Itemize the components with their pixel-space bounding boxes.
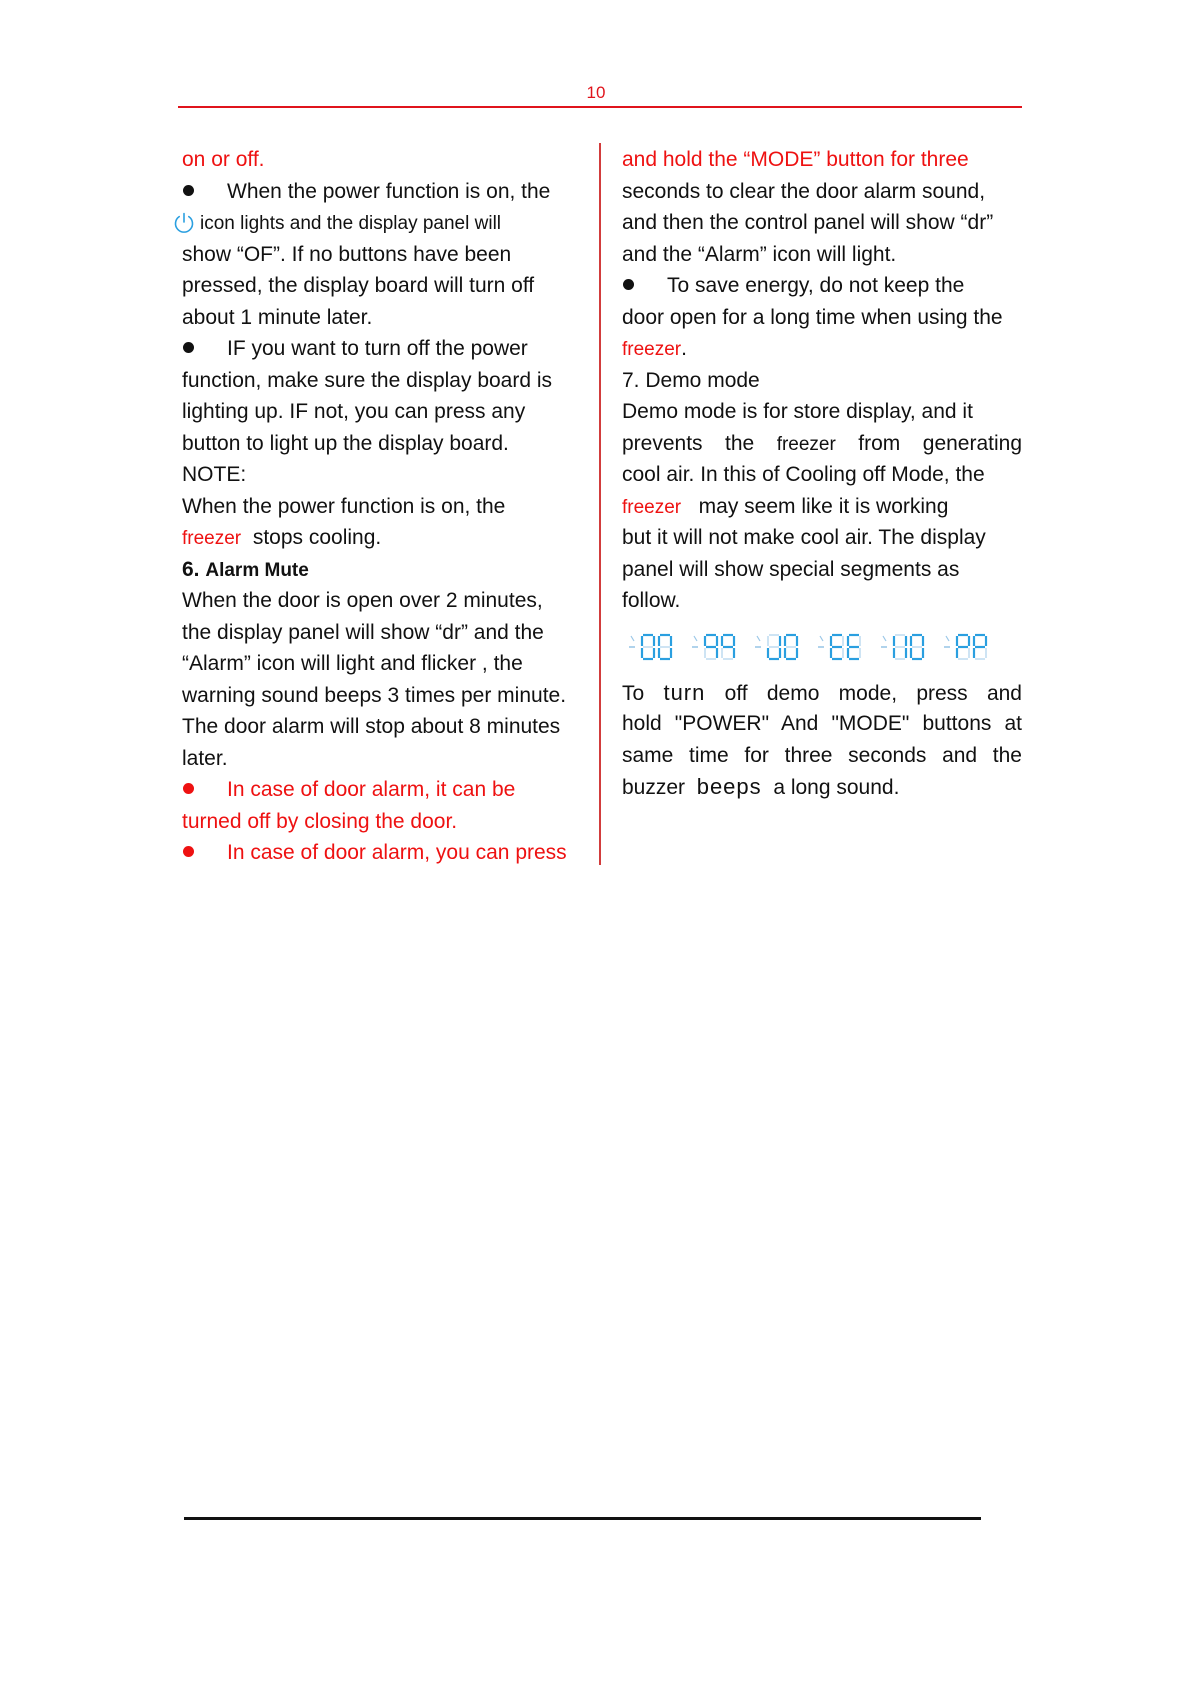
footer-rule	[184, 1517, 981, 1520]
text-line: cool air. In this of Cooling off Mode, the	[622, 463, 985, 486]
freezer-term: freezer	[182, 528, 242, 549]
heading-number: 6.	[182, 557, 200, 581]
bullet-icon	[183, 342, 194, 353]
text-span: off	[724, 681, 748, 705]
bullet-icon	[623, 279, 634, 290]
text-span: demo	[766, 681, 820, 705]
text-line: button to light up the display board.	[182, 431, 509, 455]
heading-title: Alarm Mute	[205, 559, 309, 581]
text-span: stops cooling.	[252, 526, 382, 549]
text-line: show “OF”. If no buttons have been	[182, 242, 512, 266]
bullet-icon	[183, 783, 194, 794]
text-line: function, make sure the display board is	[182, 368, 553, 392]
text-span: mode,	[838, 681, 898, 705]
bullet-line	[182, 176, 592, 208]
text-span: a long sound.	[773, 776, 900, 799]
text-line: When the power function is on, the	[182, 494, 506, 518]
text-line: door open for a long time when using the	[622, 305, 1003, 329]
text-span: the	[725, 431, 755, 455]
text-span: To	[622, 681, 645, 705]
text-line	[622, 677, 1022, 709]
text-line: When the door is open over 2 minutes,	[182, 589, 543, 612]
freezer-term: freezer	[622, 339, 682, 360]
text-line: the display panel will show “dr” and the	[182, 620, 544, 644]
text-line: follow.	[622, 589, 681, 612]
bullet-line	[182, 837, 592, 869]
segment-display-digit-group	[754, 632, 800, 662]
text-line	[622, 428, 1022, 460]
demo-segment-display-icon	[628, 617, 1022, 677]
text-span: beeps	[696, 774, 762, 799]
bullet-icon	[183, 846, 194, 857]
section-heading	[182, 554, 592, 586]
bullet-icon	[183, 185, 194, 196]
text-line: “Alarm” icon will light and flicker , the	[182, 652, 523, 675]
page-number: 10	[586, 83, 606, 102]
text-span: press	[916, 681, 968, 705]
column-divider	[599, 143, 601, 865]
text-span: In case of door alarm, you can press	[227, 841, 567, 864]
text-span: To save energy, do not keep the	[667, 274, 965, 297]
text-span: turn	[663, 679, 706, 705]
left-column	[182, 144, 592, 869]
text-line	[182, 207, 592, 239]
text-span: and	[986, 681, 1022, 705]
text-span: When the power function is on, the	[227, 179, 551, 203]
text-line: Demo mode is for store display, and it	[622, 400, 973, 423]
text-line: same time for three seconds and the	[622, 743, 1022, 767]
text-line: warning sound beeps 3 times per minute.	[182, 683, 567, 707]
segment-display-digit-group	[817, 632, 863, 662]
text-span: .	[681, 337, 687, 360]
text-line: and the “Alarm” icon will light.	[622, 242, 897, 266]
power-icon	[172, 211, 196, 235]
segment-display-digit-group	[691, 632, 737, 662]
bullet-line	[182, 774, 592, 806]
text-span: icon lights and the display panel will	[200, 213, 502, 234]
segment-display-digit-group	[628, 632, 674, 662]
freezer-term: freezer	[622, 496, 682, 518]
text-line	[622, 333, 1022, 365]
right-column	[622, 144, 1022, 803]
text-line: turned off by closing the door.	[182, 809, 458, 833]
text-line: lighting up. IF not, you can press any	[182, 400, 526, 423]
text-line	[182, 522, 592, 554]
bullet-line	[622, 270, 1022, 302]
segment-display-digit-group	[880, 632, 926, 662]
text-line	[622, 491, 1022, 523]
freezer-term: freezer	[776, 433, 836, 455]
text-line: pressed, the display board will turn off	[182, 274, 535, 297]
note-label: NOTE:	[182, 463, 247, 486]
text-line: hold "POWER" And "MODE" buttons at	[622, 712, 1022, 735]
text-span: may seem like it is working	[698, 494, 949, 518]
text-span: prevents	[622, 431, 703, 455]
text-span: In case of door alarm, it can be	[227, 778, 516, 801]
section-heading: 7. Demo mode	[622, 368, 760, 392]
text-span: from	[858, 431, 901, 455]
text-line: seconds to clear the door alarm sound,	[622, 179, 986, 203]
text-line: The door alarm will stop about 8 minutes	[182, 715, 561, 738]
text-span: generating	[922, 431, 1023, 455]
text-line: panel will show special segments as	[622, 557, 960, 581]
text-line: on or off.	[182, 148, 265, 171]
text-span: IF you want to turn off the power	[227, 337, 528, 360]
text-line: and hold the “MODE” button for three	[622, 148, 969, 171]
text-line: but it will not make cool air. The display	[622, 526, 986, 549]
text-line	[622, 771, 1022, 803]
text-line: about 1 minute later.	[182, 305, 373, 329]
text-line: later.	[182, 746, 228, 770]
text-line: and then the control panel will show “dr”	[622, 211, 994, 234]
segment-display-digit-group	[943, 632, 989, 662]
bullet-line	[182, 333, 592, 365]
text-span: buzzer	[622, 776, 686, 799]
header-rule	[178, 106, 1022, 108]
